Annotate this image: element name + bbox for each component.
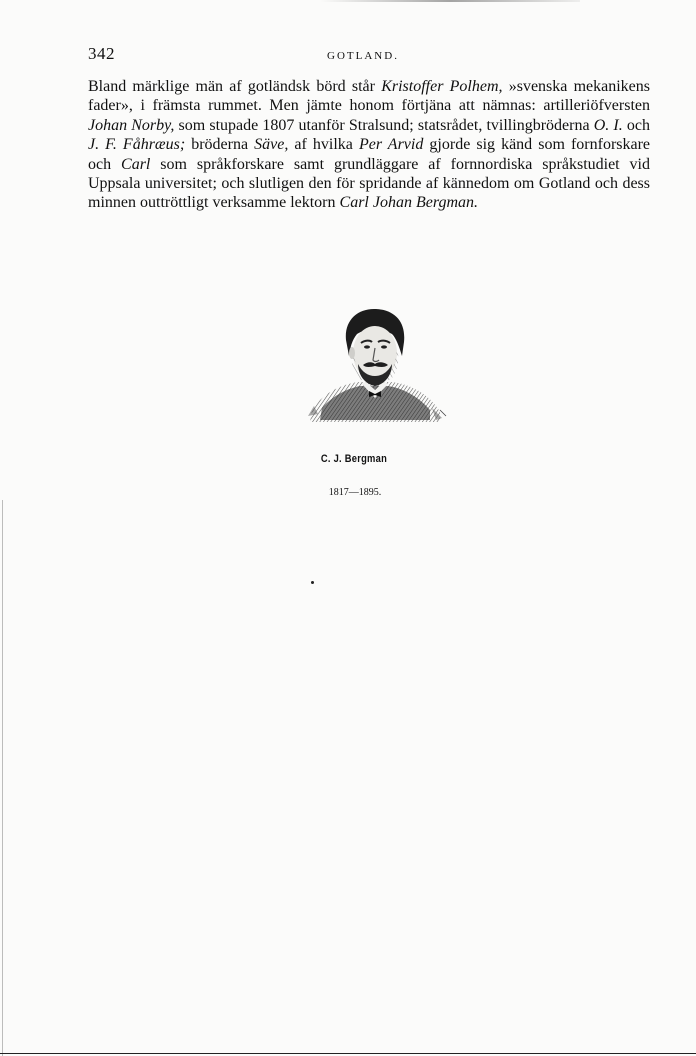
portrait-caption-name: C. J. Bergman xyxy=(320,453,388,465)
scan-edge-left xyxy=(2,500,3,1056)
name-j-f-fahraeus: J. F. Fåhræus; xyxy=(88,136,186,154)
scan-edge-bottom xyxy=(0,1053,696,1054)
name-kristoffer-polhem: Kristoffer Polhem, xyxy=(381,78,503,95)
portrait-engraving xyxy=(300,298,450,428)
name-o-i: O. I. xyxy=(593,116,623,134)
name-save: Säve, xyxy=(254,136,289,154)
page-number: 342 xyxy=(88,44,115,63)
text-run: bröderna xyxy=(185,136,255,154)
name-per-arvid: Per Arvid xyxy=(358,136,424,154)
scan-edge-top xyxy=(320,0,580,2)
name-carl: Carl xyxy=(121,155,151,173)
text-run: och xyxy=(622,116,650,134)
portrait-caption-years: 1817—1895. xyxy=(328,487,382,498)
text-run: som stupade 1807 utanför Stralsund; statsrådet, tvillingbröderna xyxy=(174,116,594,134)
running-head: GOTLAND. xyxy=(327,50,399,62)
text-run: som språkforskare samt grundläggare af fornnordiska språkstudiet vid Uppsala universitet; och slutligen den för spridande af kännedom om Gotland och dess minnen outtröttligt verksamme lektorn xyxy=(88,155,650,212)
text-run: »svenska mekanikens fader», i främsta rummet. Men jämte honom förtjäna att nämnas: artilleriöfversten xyxy=(88,78,651,115)
text-run: gjorde sig känd som fornforskare och xyxy=(88,136,651,173)
text-run: af hvilka xyxy=(288,136,359,154)
print-speck xyxy=(311,581,314,584)
body-paragraph xyxy=(88,77,650,213)
text-run: Bland märklige män af gotländsk börd står xyxy=(88,78,382,95)
name-carl-johan-bergman: Carl Johan Bergman. xyxy=(339,194,479,212)
name-johan-norby: Johan Norby, xyxy=(88,116,175,134)
